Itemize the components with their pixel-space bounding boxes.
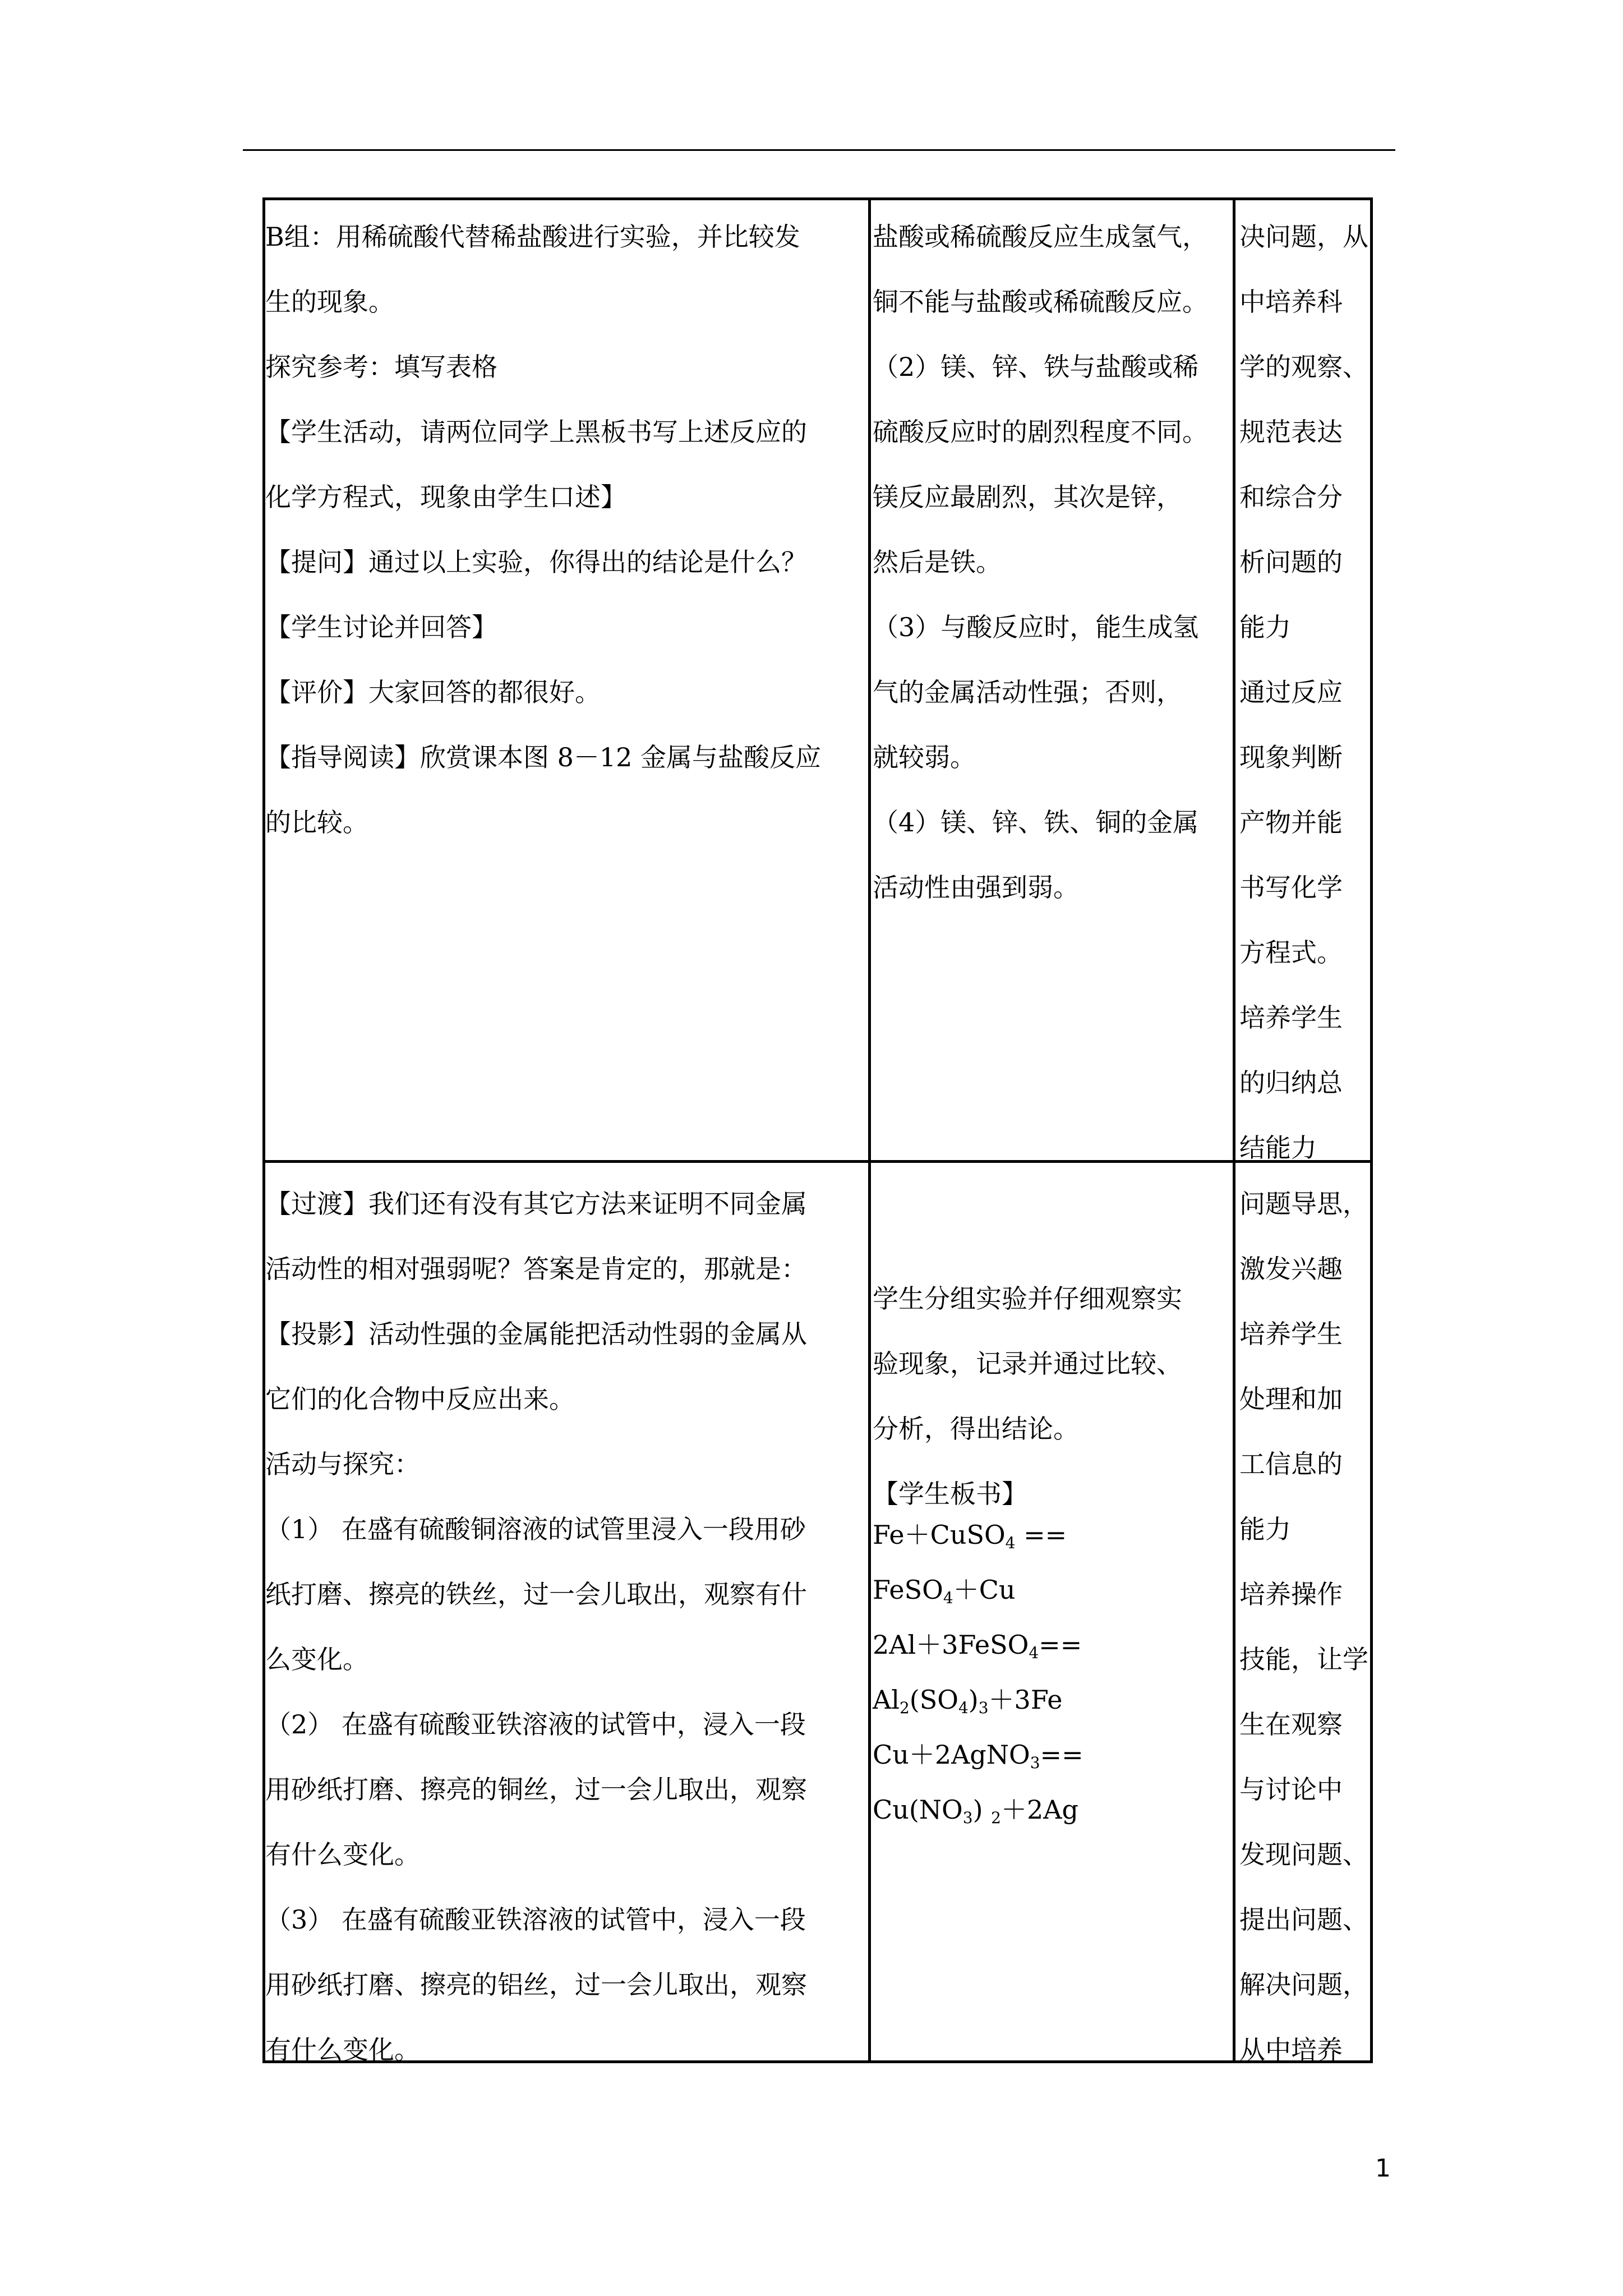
text-line: 活动与探究： <box>265 1449 420 1479</box>
text-line: 气的金属活动性强；否则， <box>873 677 1182 707</box>
row2-student-cell <box>873 1266 1182 1526</box>
text-line: （4）镁、锌、铁、铜的金属 <box>873 807 1199 838</box>
text-line: （1） 在盛有硫酸铜溶液的试管里浸入一段用砂 <box>265 1514 806 1544</box>
row1-process-cell <box>265 204 821 855</box>
text-line: 【学生讨论并回答】 <box>265 612 497 642</box>
text-line: 解决问题， <box>1239 1970 1368 2000</box>
lesson-table <box>262 197 1373 2063</box>
text-line: 培养操作 <box>1239 1579 1343 1609</box>
text-line: 从中培养 <box>1239 2035 1343 2065</box>
column-divider <box>1233 200 1235 2060</box>
text-line: 培养学生 <box>1239 1002 1343 1033</box>
text-line: 中培养科 <box>1239 287 1343 317</box>
page-number: 1 <box>1375 2154 1391 2183</box>
text-line: 与讨论中 <box>1239 1774 1343 1805</box>
column-divider <box>868 200 871 2060</box>
text-line: 培养学生 <box>1239 1319 1343 1349</box>
text-line: （3）与酸反应时，能生成氢 <box>873 612 1199 642</box>
text-line: 学生分组实验并仔细观察实 <box>873 1283 1182 1314</box>
text-line: 提出问题、 <box>1239 1904 1368 1935</box>
equation-line: 2Al＋3FeSO$_4$== <box>873 1630 1082 1662</box>
row2-process-cell <box>265 1171 807 2082</box>
text-line: 探究参考：填写表格 <box>265 352 497 382</box>
text-line: 学的观察、 <box>1239 352 1368 382</box>
text-line: 决问题，从 <box>1239 222 1368 252</box>
row1-student-cell <box>873 204 1208 920</box>
text-line: 【指导阅读】欣赏课本图 8－12 金属与盐酸反应 <box>265 742 822 772</box>
text-line: （2）镁、锌、铁与盐酸或稀 <box>873 352 1199 382</box>
text-line: 的归纳总 <box>1239 1068 1343 1098</box>
text-line: 【评价】大家回答的都很好。 <box>265 677 601 707</box>
text-line: 的比较。 <box>265 807 368 838</box>
text-line: 有什么变化。 <box>265 2035 420 2065</box>
text-line: 【提问】通过以上实验，你得出的结论是什么？ <box>265 547 807 577</box>
row2-intent-cell <box>1239 1171 1368 2082</box>
text-line: 析问题的 <box>1239 547 1343 577</box>
text-line: 化学方程式，现象由学生口述】 <box>265 482 626 512</box>
text-line: 规范表达 <box>1239 417 1343 447</box>
equation-line: Fe＋CuSO$_4$ == <box>873 1520 1067 1552</box>
text-line: 盐酸或稀硫酸反应生成氢气， <box>873 222 1208 252</box>
text-line: 铜不能与盐酸或稀硫酸反应。 <box>873 287 1208 317</box>
equation-line: Cu＋2AgNO$_3$== <box>873 1740 1083 1772</box>
text-line: 能力 <box>1239 612 1291 642</box>
text-line: 【过渡】我们还有没有其它方法来证明不同金属 <box>265 1189 807 1219</box>
text-line: 能力 <box>1239 1514 1291 1544</box>
text-line: 纸打磨、擦亮的铁丝，过一会儿取出，观察有什 <box>265 1579 807 1609</box>
text-line: 生在观察 <box>1239 1709 1343 1740</box>
text-line: 么变化。 <box>265 1644 368 1674</box>
text-line: 处理和加 <box>1239 1384 1343 1414</box>
header-rule <box>243 149 1395 151</box>
text-line: 方程式。 <box>1239 937 1343 968</box>
text-line: 技能，让学 <box>1239 1644 1368 1674</box>
text-line: 用砂纸打磨、擦亮的铜丝，过一会儿取出，观察 <box>265 1774 807 1805</box>
text-line: 然后是铁。 <box>873 547 1002 577</box>
text-line: 活动性的相对强弱呢？答案是肯定的，那就是： <box>265 1254 807 1284</box>
equation-line: $Al_2(SO_4)_3+3Fe$ <box>873 1685 1063 1717</box>
text-line: 活动性由强到弱。 <box>873 872 1079 903</box>
text-line: 激发兴趣 <box>1239 1254 1343 1284</box>
text-line: 硫酸反应时的剧烈程度不同。 <box>873 417 1208 447</box>
text-line: 现象判断 <box>1239 742 1343 772</box>
row-divider <box>265 1160 1370 1163</box>
text-line: 用砂纸打磨、擦亮的铝丝，过一会儿取出，观察 <box>265 1970 807 2000</box>
text-line: B组：用稀硫酸代替稀盐酸进行实验，并比较发 <box>265 222 800 252</box>
text-line: （3） 在盛有硫酸亚铁溶液的试管中，浸入一段 <box>265 1904 806 1935</box>
text-line: 和综合分 <box>1239 482 1343 512</box>
text-line: 发现问题、 <box>1239 1839 1368 1870</box>
text-line: 工信息的 <box>1239 1449 1343 1479</box>
text-line: 通过反应 <box>1239 677 1343 707</box>
equation-line: $Cu(NO_3)$ $_2$＋2Ag <box>873 1795 1078 1827</box>
row1-intent-cell <box>1239 204 1368 1180</box>
text-line: 【学生板书】 <box>873 1479 1027 1509</box>
text-line: 产物并能 <box>1239 807 1343 838</box>
text-line: 分析，得出结论。 <box>873 1414 1079 1444</box>
row2-equations-cell <box>873 1507 1083 1837</box>
text-line: 结能力 <box>1239 1133 1317 1163</box>
text-line: 镁反应最剧烈，其次是锌， <box>873 482 1182 512</box>
text-line: 有什么变化。 <box>265 1839 420 1870</box>
text-line: 问题导思， <box>1239 1189 1368 1219</box>
text-line: 就较弱。 <box>873 742 976 772</box>
equation-line: FeSO$_4$＋Cu <box>873 1575 1016 1607</box>
text-line: 书写化学 <box>1239 872 1343 903</box>
text-line: （2） 在盛有硫酸亚铁溶液的试管中，浸入一段 <box>265 1709 806 1740</box>
text-line: 【学生活动，请两位同学上黑板书写上述反应的 <box>265 417 807 447</box>
text-line: 验现象，记录并通过比较、 <box>873 1349 1182 1379</box>
text-line: 它们的化合物中反应出来。 <box>265 1384 575 1414</box>
text-line: 生的现象。 <box>265 287 394 317</box>
text-line: 【投影】活动性强的金属能把活动性弱的金属从 <box>265 1319 807 1349</box>
